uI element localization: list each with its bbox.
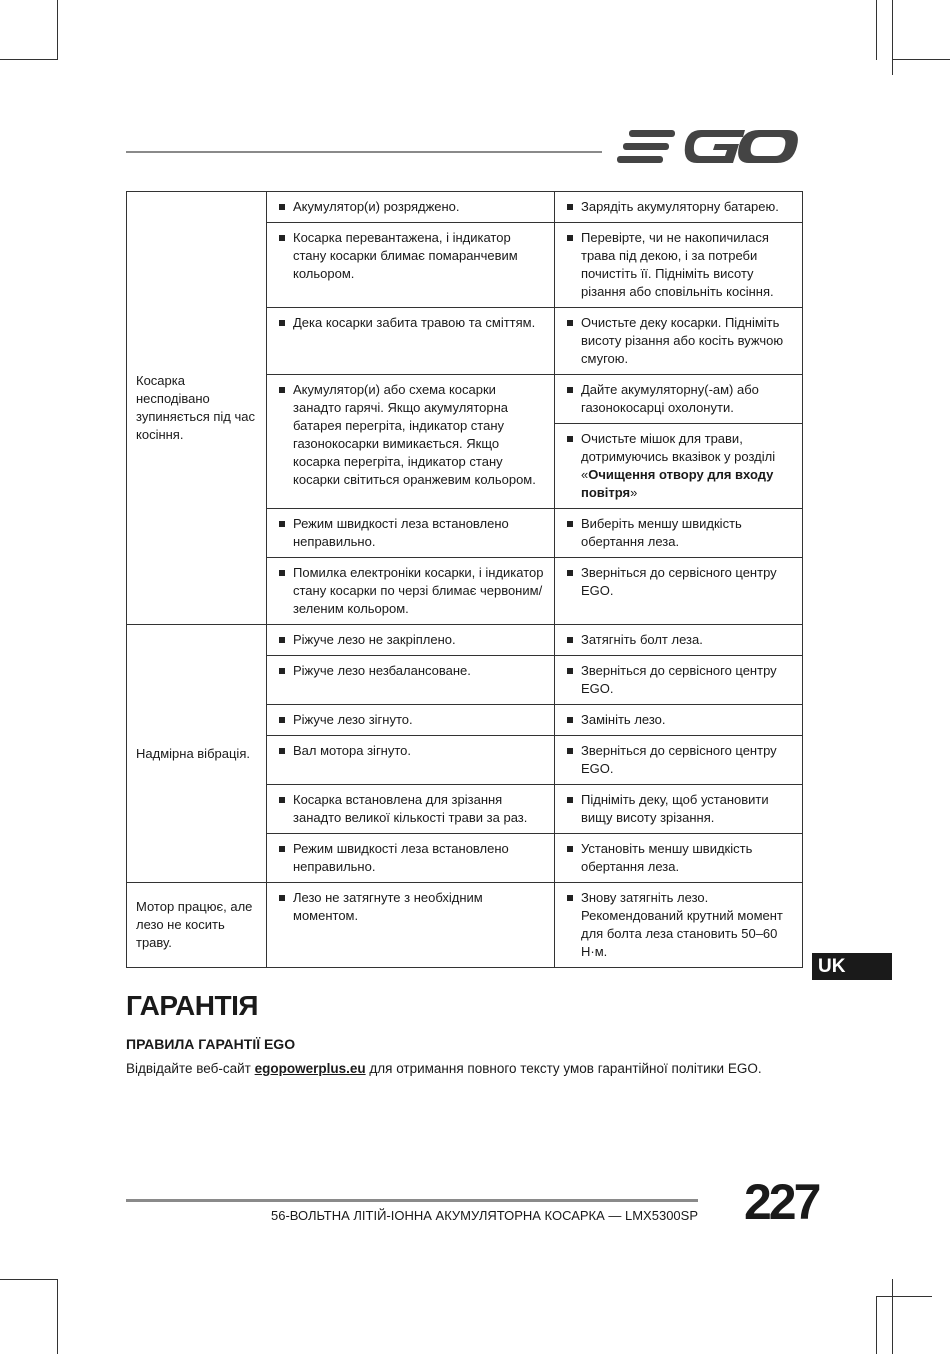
- solution-cell: Затягніть болт леза.: [555, 625, 803, 656]
- crop-mark: [876, 1296, 877, 1354]
- warranty-text-before: Відвідайте веб-сайт: [126, 1061, 255, 1076]
- cause-cell: Акумулятор(и) або схема косарки занадто гарячі. Якщо акумуляторна батарея перегріта, індикатор стану газонокосарки вимикається. Якщо косарка перегріта, індикатор стану косарки світиться оранжевим кольором.: [267, 375, 555, 509]
- language-tab: UK: [812, 953, 892, 980]
- solution-cell: Знову затягніть лезо. Рекомендований крутний момент для болта леза становить 50–60 Н·м.: [555, 883, 803, 968]
- crop-mark: [892, 0, 893, 75]
- problem-cell: Мотор працює, але лезо не косить траву.: [127, 883, 267, 968]
- warranty-text: [126, 1061, 762, 1076]
- solution-cell: Очистьте деку косарки. Підніміть висоту різання або косіть вужчою смугою.: [555, 308, 803, 375]
- cause-cell: Дека косарки забита травою та сміттям.: [267, 308, 555, 375]
- warranty-subtitle: ПРАВИЛА ГАРАНТІЇ EGO: [126, 1036, 296, 1052]
- ego-logo: [617, 128, 799, 175]
- cause-cell: Ріжуче лезо незбалансоване.: [267, 656, 555, 705]
- solution-cell: Зверніться до сервісного центру EGO.: [555, 656, 803, 705]
- cause-cell: Ріжуче лезо зігнуто.: [267, 705, 555, 736]
- solution-cell: Очистьте мішок для трави, дотримуючись вказівок у розділі «Очищення отвору для входу повітря»: [555, 424, 803, 509]
- crop-mark: [0, 59, 57, 60]
- footer-product-name: 56-ВОЛЬТНА ЛІТІЙ-ІОННА АКУМУЛЯТОРНА КОСАРКА — LMX5300SP: [271, 1208, 698, 1223]
- website-link[interactable]: egopowerplus.eu: [254, 1061, 366, 1076]
- cause-cell: Косарка перевантажена, і індикатор стану косарки блимає помаранчевим кольором.: [267, 223, 555, 308]
- solution-cell: Зверніться до сервісного центру EGO.: [555, 736, 803, 785]
- crop-mark: [57, 1279, 58, 1354]
- cause-cell: Лезо не затягнуте з необхідним моментом.: [267, 883, 555, 968]
- solution-cell: Установіть меншу швидкість обертання леза.: [555, 834, 803, 883]
- troubleshooting-table: [126, 191, 803, 968]
- table-row: [127, 883, 803, 968]
- page-number: 227: [744, 1174, 819, 1230]
- crop-mark: [876, 0, 877, 60]
- warranty-title: ГАРАНТІЯ: [126, 990, 258, 1021]
- problem-cell: Надмірна вібрація.: [127, 625, 267, 883]
- solution-cell: Підніміть деку, щоб установити вищу висоту зрізання.: [555, 785, 803, 834]
- cause-cell: Режим швидкості леза встановлено неправильно.: [267, 509, 555, 558]
- solution-cell: Дайте акумуляторну(-ам) або газонокосарці охолонути.: [555, 375, 803, 424]
- cause-cell: Ріжуче лезо не закріплено.: [267, 625, 555, 656]
- cause-cell: Помилка електроніки косарки, і індикатор стану косарки по черзі блимає червоним/ зеленим кольором.: [267, 558, 555, 625]
- cause-cell: Вал мотора зігнуто.: [267, 736, 555, 785]
- crop-mark: [57, 0, 58, 60]
- footer-rule: [126, 1199, 698, 1202]
- solution-cell: Перевірте, чи не накопичилася трава під декою, і за потреби почистіть її. Підніміть висоту різання або сповільніть косіння.: [555, 223, 803, 308]
- solution-cell: Зарядіть акумуляторну батарею.: [555, 192, 803, 223]
- solution-cell: Зверніться до сервісного центру EGO.: [555, 558, 803, 625]
- ego-logo-icon: [617, 128, 799, 170]
- table-row: [127, 192, 803, 223]
- crop-mark: [0, 1279, 57, 1280]
- problem-cell: Косарка несподівано зупиняється під час косіння.: [127, 192, 267, 625]
- cause-cell: Режим швидкості леза встановлено неправильно.: [267, 834, 555, 883]
- table-row: [127, 625, 803, 656]
- solution-cell: Замініть лезо.: [555, 705, 803, 736]
- header-rule: [126, 151, 602, 153]
- cause-cell: Акумулятор(и) розряджено.: [267, 192, 555, 223]
- cause-cell: Косарка встановлена для зрізання занадто великої кількості трави за раз.: [267, 785, 555, 834]
- solution-cell: Виберіть меншу швидкість обертання леза.: [555, 509, 803, 558]
- warranty-text-after: для отримання повного тексту умов гарантійної політики EGO.: [365, 1061, 762, 1076]
- crop-mark: [892, 59, 950, 60]
- crop-mark: [892, 1279, 893, 1354]
- crop-mark: [876, 1296, 932, 1297]
